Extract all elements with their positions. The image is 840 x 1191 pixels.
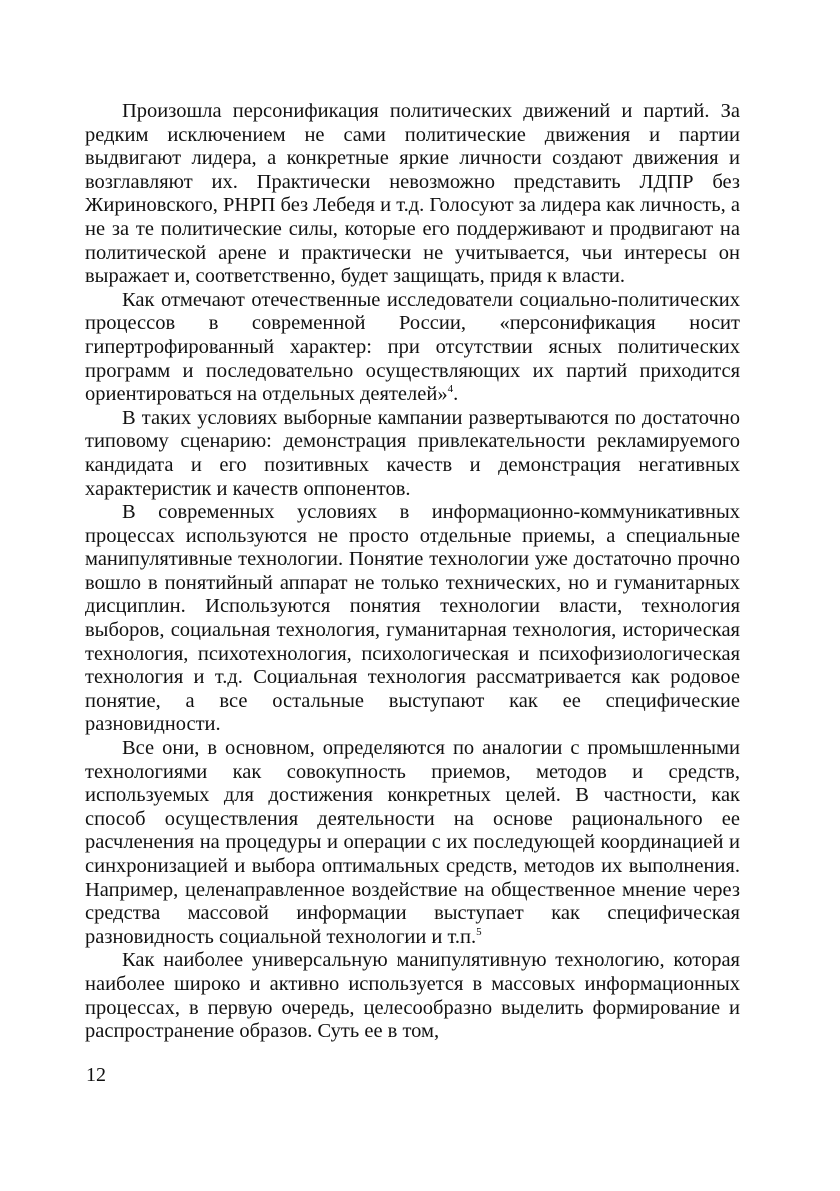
paragraph-text: Все они, в основном, определяются по аналогии с промышленными технологиями как совокупность приемов, методов и средств, используемых для достижения конкретных целей. В частности, как способ осуществления деятельности на основе рационального ее расчленения на процедуры и операции с их последующей координацией и синхронизацией и выбора оптимальных средств, методов их выполнения. Например, целенаправленное воздействие на общественное мнение через средства массовой информации выступает как специфическая разновидность социальной технологии и т.п. — [85, 737, 740, 948]
paragraph-text: Произошла персонификация политических движений и партий. За редким исключением не сами политические движения и партии выдвигают лидера, а конкретные яркие личности создают движения и возглавляют их. Практически невозможно представить ЛДПР без Жириновского, РНРП без Лебедя и т.д. Голосуют за лидера как личность, а не за те политические силы, которые его поддерживают и продвигают на политической арене и практически не учитывается, чьи интересы он выражает и, соответственно, будет защищать, придя к власти. — [85, 100, 741, 288]
paragraph-text: Как наиболее универсальную манипулятивную технологию, которая наиболее широко и активно используется в массовых информационных процессах, в первую очередь, целесообразно выделить формирование и распространение образов. Суть ее в том, — [85, 949, 740, 1043]
paragraph: Как отмечают отечественные исследователи социально-политических процессов в современной России, «персонификация носит гипертрофированный характер: при отсутствии ясных политических программ и последовательно осуществляющих их партий приходится ориентироваться на отдельных деятелей»$^4$. — [85, 288, 740, 406]
paragraph — [85, 737, 740, 949]
paragraph-text: В современных условиях в информационно-коммуникативных процессах используются не просто отдельные приемы, а специальные манипулятивные технологии. Понятие технологии уже достаточно прочно вошло в понятийный аппарат не только технических, но и гуманитарных дисциплин. Используются понятия технологии власти, технология выборов, социальная технология, гуманитарная технология, историческая технология, психотехнология, психологическая и психофизиологическая технология и т.д. Социальная технология рассматривается как родовое понятие, а все остальные выступают как ее специфические разновидности. — [85, 501, 740, 736]
paragraph — [85, 407, 740, 501]
page-number: 12 — [86, 1064, 106, 1086]
paragraph-text: В таких условиях выборные кампании развертываются по достаточно типовому сценарию: демонстрация привлекательности рекламируемого кандидата и его позитивных качеств и демонстрация негативных характеристик и качеств оппонентов. — [85, 406, 740, 500]
paragraph — [85, 501, 740, 737]
body-text — [85, 100, 740, 1044]
paragraph-text: Как отмечают отечественные исследователи социально-политических процессов в современной России, «персонификация носит гипертрофированный характер: при отсутствии ясных политических программ и последовательно осуществляющих их партий приходится ориентироваться на отдельных деятелей» — [85, 288, 740, 406]
paragraph — [85, 949, 740, 1043]
footnote-marker: 4 — [447, 383, 454, 396]
footnote-marker: 5 — [476, 925, 482, 938]
paragraph — [85, 100, 740, 289]
